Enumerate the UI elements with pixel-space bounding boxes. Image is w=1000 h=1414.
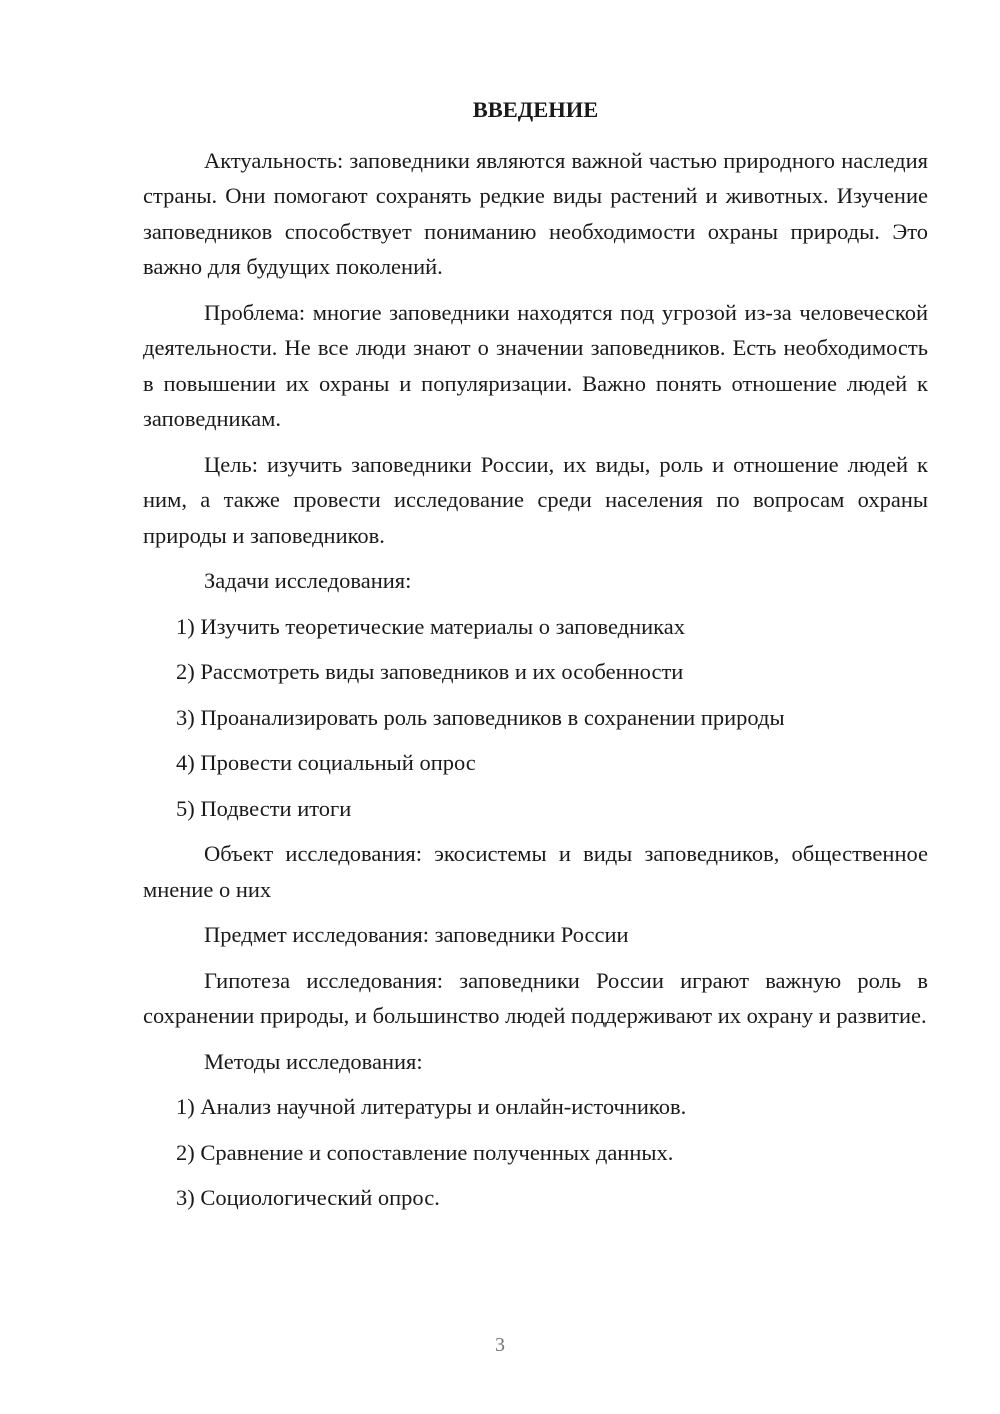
tasks-heading: Задачи исследования:: [204, 568, 412, 593]
task-item: 2) Рассмотреть виды заповедников и их особенности: [176, 659, 684, 684]
relevance-paragraph: Актуальность: заповедники являются важной частью природного наследия страны. Они помогают сохранять редкие виды растений и животных. Изучение заповедников способствует пониманию необходимости охраны природы. Это важно для будущих поколений.: [143, 147, 928, 279]
task-item: 1) Изучить теоретические материалы о заповедниках: [176, 613, 686, 639]
document-title: ВВЕДЕНИЕ: [472, 97, 599, 122]
problem-paragraph: Проблема: многие заповедники находятся под угрозой из-за человеческой деятельности. Не все люди знают о значении заповедников. Есть необходимость в повышении их охраны и популяризации. Важно понять отношение людей к заповедникам.: [143, 299, 928, 431]
document-body: [143, 92, 928, 1226]
task-item: 5) Подвести итоги: [176, 795, 352, 821]
method-item: 2) Сравнение и сопоставление полученных данных.: [176, 1139, 674, 1165]
methods-heading: Методы исследования:: [204, 1048, 423, 1074]
hypothesis-paragraph: Гипотеза исследования: заповедники России играют важную роль в сохранении природы, и большинство людей поддерживают их охрану и развитие.: [143, 967, 928, 1028]
tasks-list: [143, 609, 928, 827]
task-item: 3) Проанализировать роль заповедников в сохранении природы: [176, 704, 785, 730]
goal-paragraph: Цель: изучить заповедники России, их виды, роль и отношение людей к ним, а также провести исследование среди населения по вопросам охраны природы и заповедников.: [143, 451, 928, 548]
object-paragraph: Объект исследования: экосистемы и виды заповедников, общественное мнение о них: [143, 841, 928, 902]
page-number: 3: [495, 1334, 505, 1356]
method-item: 3) Социологический опрос.: [176, 1185, 440, 1210]
method-item: 1) Анализ научной литературы и онлайн-источников.: [176, 1094, 687, 1119]
task-item: 4) Провести социальный опрос: [176, 750, 476, 775]
methods-list: [143, 1089, 928, 1216]
subject-paragraph: Предмет исследования: заповедники России: [204, 922, 629, 947]
